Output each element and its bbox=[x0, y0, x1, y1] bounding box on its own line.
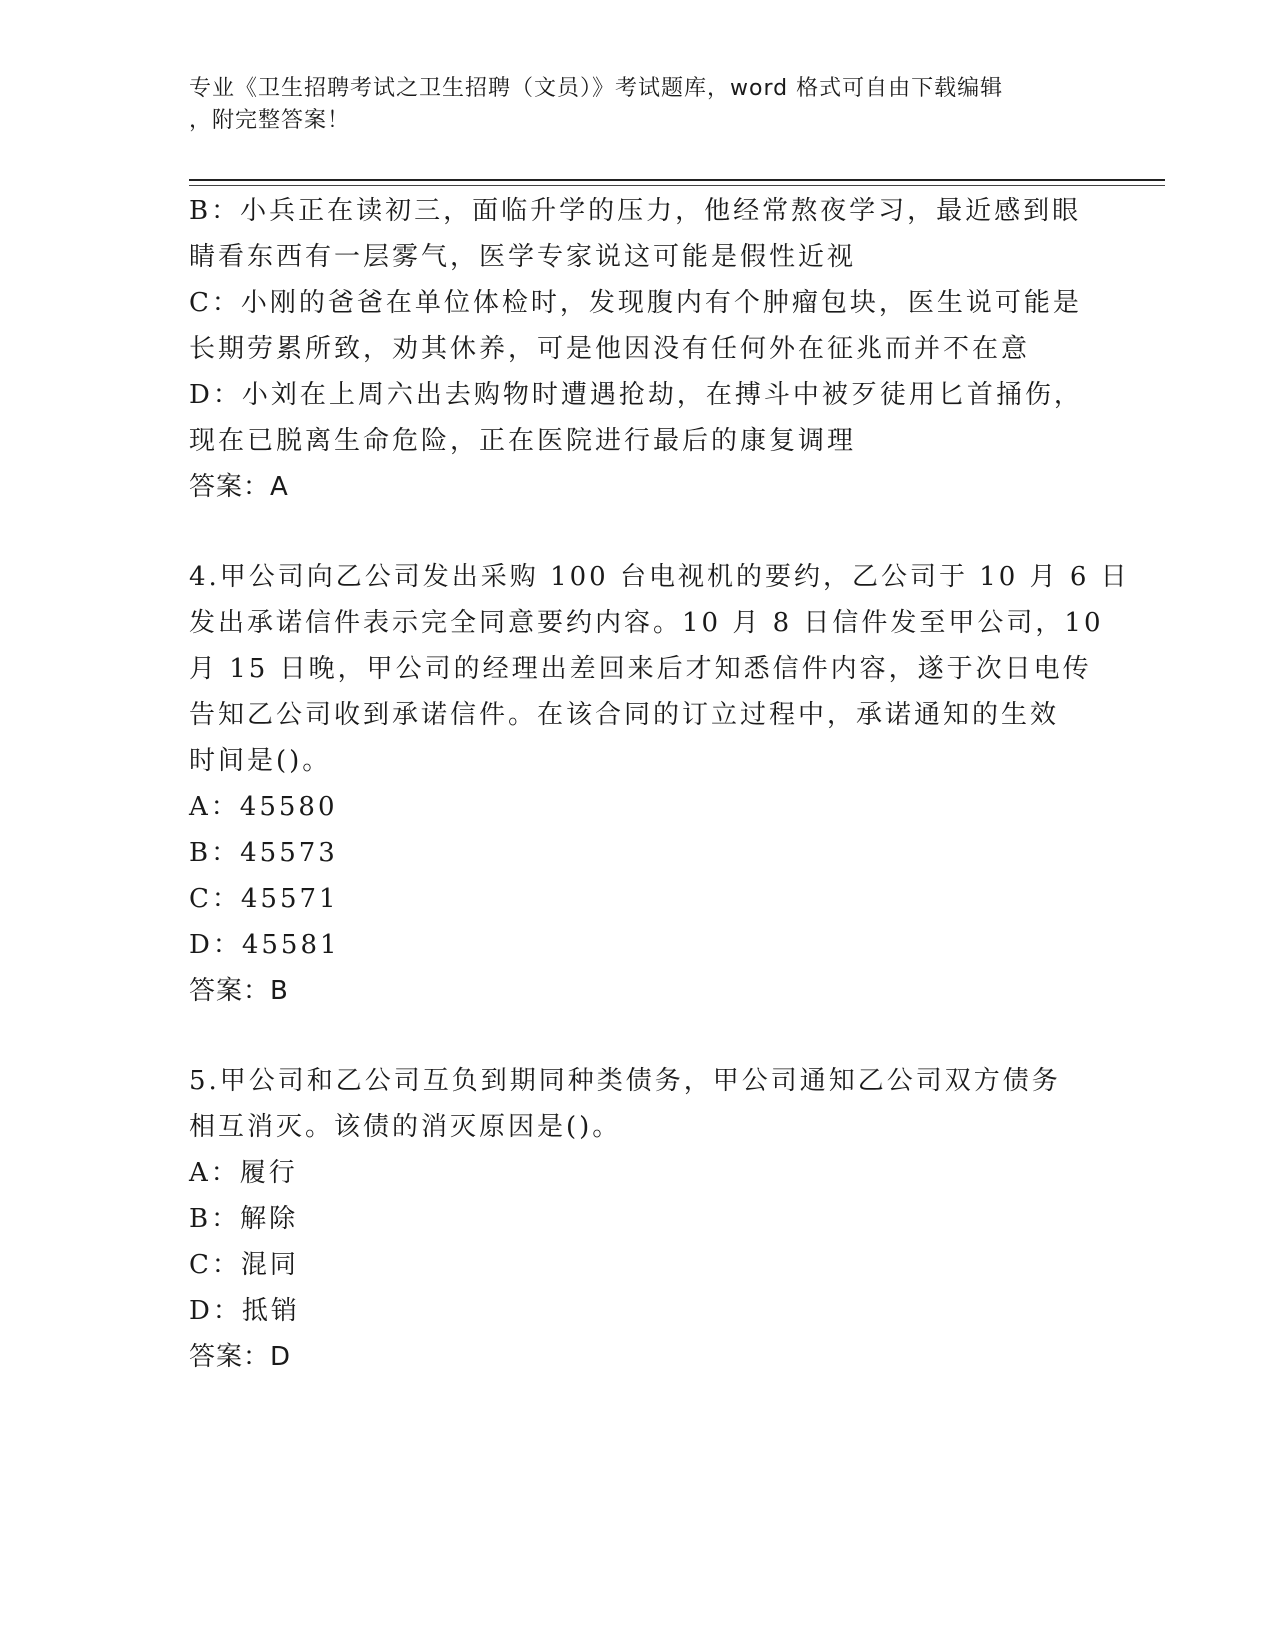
q5-stem-line-1: 5.甲公司和乙公司互负到期同种类债务，甲公司通知乙公司双方债务 bbox=[189, 1066, 1061, 1096]
q3-answer: 答案：A bbox=[189, 472, 289, 502]
q4-option-c: C：45571 bbox=[189, 884, 339, 914]
header-divider-thick bbox=[189, 179, 1165, 181]
header-line-2: ，附完整答案！ bbox=[189, 108, 351, 133]
q4-stem-line-3: 月 15 日晚，甲公司的经理出差回来后才知悉信件内容，遂于次日电传 bbox=[189, 654, 1092, 684]
question-3-block bbox=[189, 188, 1089, 510]
q4-stem-line-1: 4.甲公司向乙公司发出采购 100 台电视机的要约，乙公司于 10 月 6 日 bbox=[189, 562, 1130, 592]
q3-option-b-line-2: 睛看东西有一层雾气，医学专家说这可能是假性近视 bbox=[189, 242, 857, 272]
q5-option-c: C：混同 bbox=[189, 1250, 299, 1280]
q4-stem-line-2: 发出承诺信件表示完全同意要约内容。10 月 8 日信件发至甲公司，10 bbox=[189, 608, 1104, 638]
document-header bbox=[189, 73, 1069, 137]
q5-option-b: B：解除 bbox=[189, 1204, 299, 1234]
q3-option-c-line-2: 长期劳累所致，劝其休养，可是他因没有任何外在征兆而并不在意 bbox=[189, 334, 1031, 364]
q3-option-d-line-1: D：小刘在上周六出去购物时遭遇抢劫，在搏斗中被歹徒用匕首捅伤， bbox=[189, 380, 1083, 410]
question-5-block bbox=[189, 1058, 1089, 1380]
q4-option-d: D：45581 bbox=[189, 930, 340, 960]
q5-stem-line-2: 相互消灭。该债的消灭原因是()。 bbox=[189, 1112, 622, 1142]
q5-option-a: A：履行 bbox=[189, 1158, 298, 1188]
spacer bbox=[189, 1014, 1089, 1058]
spacer bbox=[189, 510, 1089, 554]
q5-answer: 答案：D bbox=[189, 1342, 292, 1372]
q3-option-b-line-1: B：小兵正在读初三，面临升学的压力，他经常熬夜学习，最近感到眼 bbox=[189, 196, 1082, 226]
header-divider-thin bbox=[189, 185, 1165, 186]
q4-answer: 答案：B bbox=[189, 976, 289, 1006]
q3-option-d-line-2: 现在已脱离生命危险，正在医院进行最后的康复调理 bbox=[189, 426, 857, 456]
q4-option-a: A：45580 bbox=[189, 792, 338, 822]
header-line-1: 专业《卫生招聘考试之卫生招聘（文员）》考试题库，word 格式可自由下载编辑 bbox=[189, 76, 1004, 101]
q4-stem-line-5: 时间是()。 bbox=[189, 746, 332, 776]
question-content bbox=[189, 188, 1130, 1380]
q3-option-c-line-1: C：小刚的爸爸在单位体检时，发现腹内有个肿瘤包块，医生说可能是 bbox=[189, 288, 1082, 318]
q5-option-d: D：抵销 bbox=[189, 1296, 300, 1326]
question-4-block bbox=[189, 554, 1130, 1014]
q4-option-b: B：45573 bbox=[189, 838, 338, 868]
q4-stem-line-4: 告知乙公司收到承诺信件。在该合同的订立过程中，承诺通知的生效 bbox=[189, 700, 1060, 730]
